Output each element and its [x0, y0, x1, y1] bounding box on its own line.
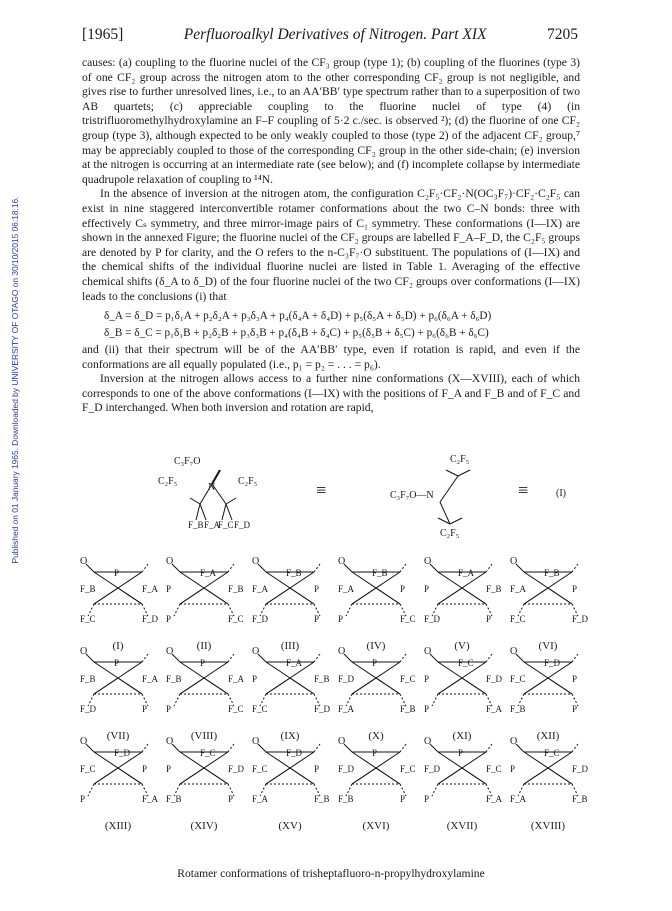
rotamer-figure [70, 454, 590, 884]
header-page-number: 7205 [547, 26, 578, 43]
upper-right-label: F_D [486, 674, 503, 684]
figure-caption: Rotamer conformations of trisheptafluoro-n-propylhydroxylamine [177, 867, 485, 880]
label-roman-i: (I) [556, 488, 566, 499]
atom-o: O [510, 736, 518, 747]
upper-left-label: P [166, 764, 172, 774]
lower-right-label: P [486, 614, 492, 624]
lower-left-label: F_A [510, 794, 527, 804]
conformer-drawing [338, 554, 414, 640]
label-fb-top: F_B [188, 520, 204, 530]
lower-left-label: F_B [166, 794, 182, 804]
conformer-label: (I) [112, 640, 124, 652]
conformer-14 [166, 734, 245, 832]
upper-left-label: F_D [338, 764, 355, 774]
conformer-15 [252, 734, 328, 832]
apex-label: F_D [114, 748, 131, 758]
conformer-6 [510, 554, 589, 652]
conformer-drawing [338, 644, 414, 730]
label-c2f5-top: C₂F₅ [450, 454, 470, 465]
lower-left-label: P [424, 794, 430, 804]
lower-right-label: P [400, 794, 406, 804]
upper-left-label: P [166, 584, 172, 594]
atom-o: O [252, 736, 260, 747]
conformer-drawing [510, 734, 589, 820]
conformer-label: (IX) [280, 730, 300, 742]
atom-o: O [338, 646, 346, 657]
apex-label: P [114, 658, 120, 668]
conformer-label: (IV) [366, 640, 386, 652]
upper-left-label: F_C [510, 674, 526, 684]
equiv-sign-1: ≡ [316, 480, 327, 500]
label-c3f7o-n: C₃F₇O—N [390, 490, 434, 501]
atom-o: O [424, 556, 432, 567]
lower-right-label: P [228, 794, 234, 804]
conformer-drawing [252, 734, 328, 820]
upper-right-label: F_B [314, 674, 330, 684]
lower-left-label: F_A [338, 704, 355, 714]
conformer-drawing [80, 554, 159, 640]
conformer-label: (VII) [106, 730, 130, 742]
upper-left-label: F_A [338, 584, 355, 594]
atom-o: O [166, 736, 174, 747]
conformer-label: (VI) [538, 640, 558, 652]
conformer-label: (XV) [278, 820, 302, 832]
apex-label: F_C [200, 748, 216, 758]
lower-left-label: F_C [510, 614, 526, 624]
upper-right-label: P [572, 674, 578, 684]
apex-label: F_B [286, 568, 302, 578]
conformer-drawing [80, 734, 159, 820]
conformer-label: (VIII) [190, 730, 218, 742]
paragraph-4: Inversion at the nitrogen allows access to a further nine conformations (X—XVIII), each of which corresponds to one of the above conformations (I—IX) with the positions of F_A and F_B and of F_C and F_D interchanged. When both inversion and rotation are rapid, [82, 372, 580, 415]
conformer-drawing [252, 644, 331, 730]
lower-left-label: F_A [252, 794, 269, 804]
apex-label: F_C [458, 658, 474, 668]
apex-label: P [114, 568, 120, 578]
lower-left-label: F_B [510, 704, 526, 714]
conformer-drawing [424, 554, 500, 640]
conformer-drawing [510, 644, 586, 730]
lower-left-label: F_C [80, 614, 96, 624]
header-year: [1965] [82, 26, 124, 43]
lower-left-label: P [80, 794, 86, 804]
lower-left-label: F_D [80, 704, 97, 714]
upper-right-label: P [400, 584, 406, 594]
conformer-label: (XVIII) [530, 820, 566, 832]
atom-o: O [252, 556, 260, 567]
atom-o: O [252, 646, 260, 657]
lower-right-label: F_B [314, 794, 330, 804]
upper-right-label: P [572, 584, 578, 594]
lower-left-label: F_D [252, 614, 269, 624]
conformer-label: (XIV) [190, 820, 218, 832]
label-n: N [208, 482, 216, 493]
upper-left-label: P [252, 674, 258, 684]
upper-right-label: F_A [142, 584, 159, 594]
atom-o: O [510, 646, 518, 657]
upper-right-label: P [314, 764, 320, 774]
conformer-label: (X) [368, 730, 384, 742]
lower-right-label: F_C [400, 614, 416, 624]
lower-right-label: P [314, 614, 320, 624]
lower-right-label: F_A [142, 794, 159, 804]
conformer-9 [252, 644, 331, 742]
atom-o: O [424, 736, 432, 747]
conformer-18 [510, 734, 589, 832]
label-c2f5-bottom: C₂F₅ [440, 528, 460, 539]
paragraph-3: and (ii) that their spectrum will be of the AA′BB′ type, even if rotation is rapid, and even if the conformations are all equally populated (i.e., p₁ = p₂ = . . . = p₆). [82, 343, 580, 371]
label-c2f5-left: C₂F₅ [158, 476, 178, 487]
conformer-drawing [166, 644, 245, 730]
equation-2: δ_B = δ_C = p₁δ₁B + p₂δ₂B + p₃δ₃B + p₄(δ₄B + δ₄C) + p₅(δ₅B + δ₅C) + p₆(δ₆B + δ₆C) [104, 327, 489, 340]
conformer-8 [166, 644, 245, 742]
conformer-label: (II) [196, 640, 212, 652]
conformer-label: (V) [454, 640, 470, 652]
atom-o: O [80, 646, 88, 657]
upper-right-label: P [142, 764, 148, 774]
label-c3f7o: C₃F₇O [174, 456, 201, 467]
label-c2f5-right: C₂F₅ [238, 476, 258, 487]
apex-label: F_D [544, 658, 561, 668]
conformer-label: (XVI) [362, 820, 390, 832]
upper-right-label: F_B [486, 584, 502, 594]
conformer-3 [252, 554, 328, 652]
conformer-11 [424, 644, 503, 742]
lower-right-label: P [572, 704, 578, 714]
equation-1: δ_A = δ_D = p₁δ₁A + p₂δ₂A + p₃δ₃A + p₄(δ₄A + δ₄D) + p₅(δ₅A + δ₅D) + p₆(δ₆A + δ₆D) [104, 310, 492, 323]
lower-left-label: P [166, 704, 172, 714]
conformer-label: (XI) [452, 730, 472, 742]
upper-left-label: F_D [338, 674, 355, 684]
label-fa-top: F_A [204, 520, 221, 530]
label-fd-top: F_D [234, 520, 251, 530]
apex-label: F_B [372, 568, 388, 578]
upper-right-label: F_A [142, 674, 159, 684]
atom-o: O [510, 556, 518, 567]
apex-label: P [200, 658, 206, 668]
upper-left-label: P [424, 584, 430, 594]
atom-o: O [338, 556, 346, 567]
upper-left-label: F_C [252, 764, 268, 774]
upper-left-label: F_C [80, 764, 96, 774]
lower-left-label: P [338, 614, 344, 624]
conformer-drawing [424, 734, 503, 820]
atom-o: O [80, 556, 88, 567]
upper-left-label: F_D [424, 764, 441, 774]
upper-right-label: F_B [228, 584, 244, 594]
conformer-label: (XVII) [446, 820, 478, 832]
paragraph-2: In the absence of inversion at the nitrogen atom, the configuration C₂F₅·CF₂·N(OC₃F₇)·CF₂·C₂F₅ can exist in nine staggered interconvertible rotamer conformations about the two C–N bonds: three with effectively Cₛ symmetry, and three mirror-image pairs of C₁ symmetry. These conformations (I—IX) are shown in the annexed Figure; the fluorine nuclei of the CF₂ groups are labelled F_A–F_D, the C₂F₅ groups are denoted by P for clarity, and the O refers to the n-C₃F₇·O substituent. The populations of (I—IX) and the chemical shifts of the individual fluorine nuclei are listed in Table 1. Averaging of the effective chemical shifts (δ_A to δ_D) of the four fluorine nuclei of the two CF₂ groups over conformations (I—IX) leads to the conclusions (i) that [82, 187, 580, 303]
paragraph-1: causes: (a) coupling to the fluorine nuclei of the CF₃ group (type 1); (b) coupling of the fluorines (type 3) of one CF₂ group across the nitrogen atom to the other corresponding CF₂ group is not negligible, and gives rise to further unresolved lines, i.e., to an AA′BB′ type spectrum rather than to a superposition of two AB quartets; (c) appreciable coupling to the fluorine nuclei of type (4) (in tristrifluoromethylhydroxylamine an F–F coupling of 5·2 c./sec. is observed ²); (d) the fluorine of one CF₂ group (type 3), although expected to be only weakly coupled to those (type 2) of the adjacent CF₂ group,⁷ may be appreciably coupled to those of the corresponding CF₂ group in the other side-chain; (e) inversion at the nitrogen is occurring at an intermediate rate (see below); and (f) incomplete collapse by intermediate quadrupole relaxation of coupling to ¹⁴N. [82, 56, 580, 186]
lower-right-label: F_D [142, 614, 159, 624]
body-text [82, 56, 580, 416]
upper-left-label: F_B [80, 674, 96, 684]
label-fc-top: F_C [218, 520, 234, 530]
upper-left-label: F_B [166, 674, 182, 684]
conformer-5 [424, 554, 500, 652]
conformer-13 [80, 734, 159, 832]
lower-right-label: F_C [228, 704, 244, 714]
lower-right-label: F_D [572, 614, 589, 624]
apex-label: P [372, 658, 378, 668]
upper-left-label: F_A [252, 584, 269, 594]
conformer-2 [166, 554, 242, 652]
page-header [82, 26, 578, 44]
conformer-drawing [424, 644, 503, 730]
publication-side-note: Published on 01 January 1965. Downloaded by UNIVERSITY OF OTAGO on 30/10/2015 06:18:16. [10, 196, 20, 564]
atom-o: O [424, 646, 432, 657]
upper-right-label: F_C [400, 674, 416, 684]
lower-left-label: F_C [252, 704, 268, 714]
apex-label: F_A [200, 568, 217, 578]
projection-top-row [140, 454, 580, 544]
conformer-16 [338, 734, 414, 832]
lower-right-label: P [142, 704, 148, 714]
upper-right-label: P [314, 584, 320, 594]
upper-right-label: F_C [400, 764, 416, 774]
apex-label: F_A [286, 658, 303, 668]
conformer-12 [510, 644, 586, 742]
upper-right-label: F_C [486, 764, 502, 774]
upper-right-label: F_D [572, 764, 589, 774]
apex-label: P [372, 748, 378, 758]
conformer-1 [80, 554, 159, 652]
conformer-label: (III) [280, 640, 300, 652]
upper-left-label: P [510, 764, 516, 774]
lower-right-label: F_A [486, 794, 503, 804]
atom-o: O [166, 556, 174, 567]
lower-left-label: P [424, 704, 430, 714]
apex-label: F_B [544, 568, 560, 578]
conformer-drawing [338, 734, 414, 820]
lower-right-label: F_B [572, 794, 588, 804]
upper-left-label: F_B [80, 584, 96, 594]
conformer-drawing [166, 554, 242, 640]
lower-left-label: F_D [424, 614, 441, 624]
upper-left-label: P [424, 674, 430, 684]
apex-label: F_C [544, 748, 560, 758]
atom-o: O [80, 736, 88, 747]
conformer-label: (XII) [536, 730, 560, 742]
upper-right-label: F_A [228, 674, 245, 684]
conformer-10 [338, 644, 414, 742]
apex-label: F_D [286, 748, 303, 758]
conformer-drawing [510, 554, 589, 640]
conformer-drawing [252, 554, 328, 640]
equiv-sign-2: ≡ [518, 480, 529, 500]
newman-projection-svg [140, 454, 580, 544]
apex-label: F_A [458, 568, 475, 578]
lower-right-label: F_D [314, 704, 331, 714]
atom-o: O [166, 646, 174, 657]
conformer-label: (XIII) [104, 820, 132, 832]
lower-right-label: F_C [228, 614, 244, 624]
conformer-drawing [80, 644, 159, 730]
conformer-7 [80, 644, 159, 742]
lower-left-label: P [166, 614, 172, 624]
lower-left-label: F_B [338, 794, 354, 804]
upper-right-label: F_D [228, 764, 245, 774]
conformer-17 [424, 734, 503, 832]
upper-left-label: F_A [510, 584, 527, 594]
apex-label: P [458, 748, 464, 758]
conformer-drawing [166, 734, 245, 820]
header-title: Perfluoroalkyl Derivatives of Nitrogen. Part XIX [183, 26, 487, 43]
lower-right-label: F_A [486, 704, 503, 714]
atom-o: O [338, 736, 346, 747]
conformer-4 [338, 554, 414, 652]
lower-right-label: F_B [400, 704, 416, 714]
